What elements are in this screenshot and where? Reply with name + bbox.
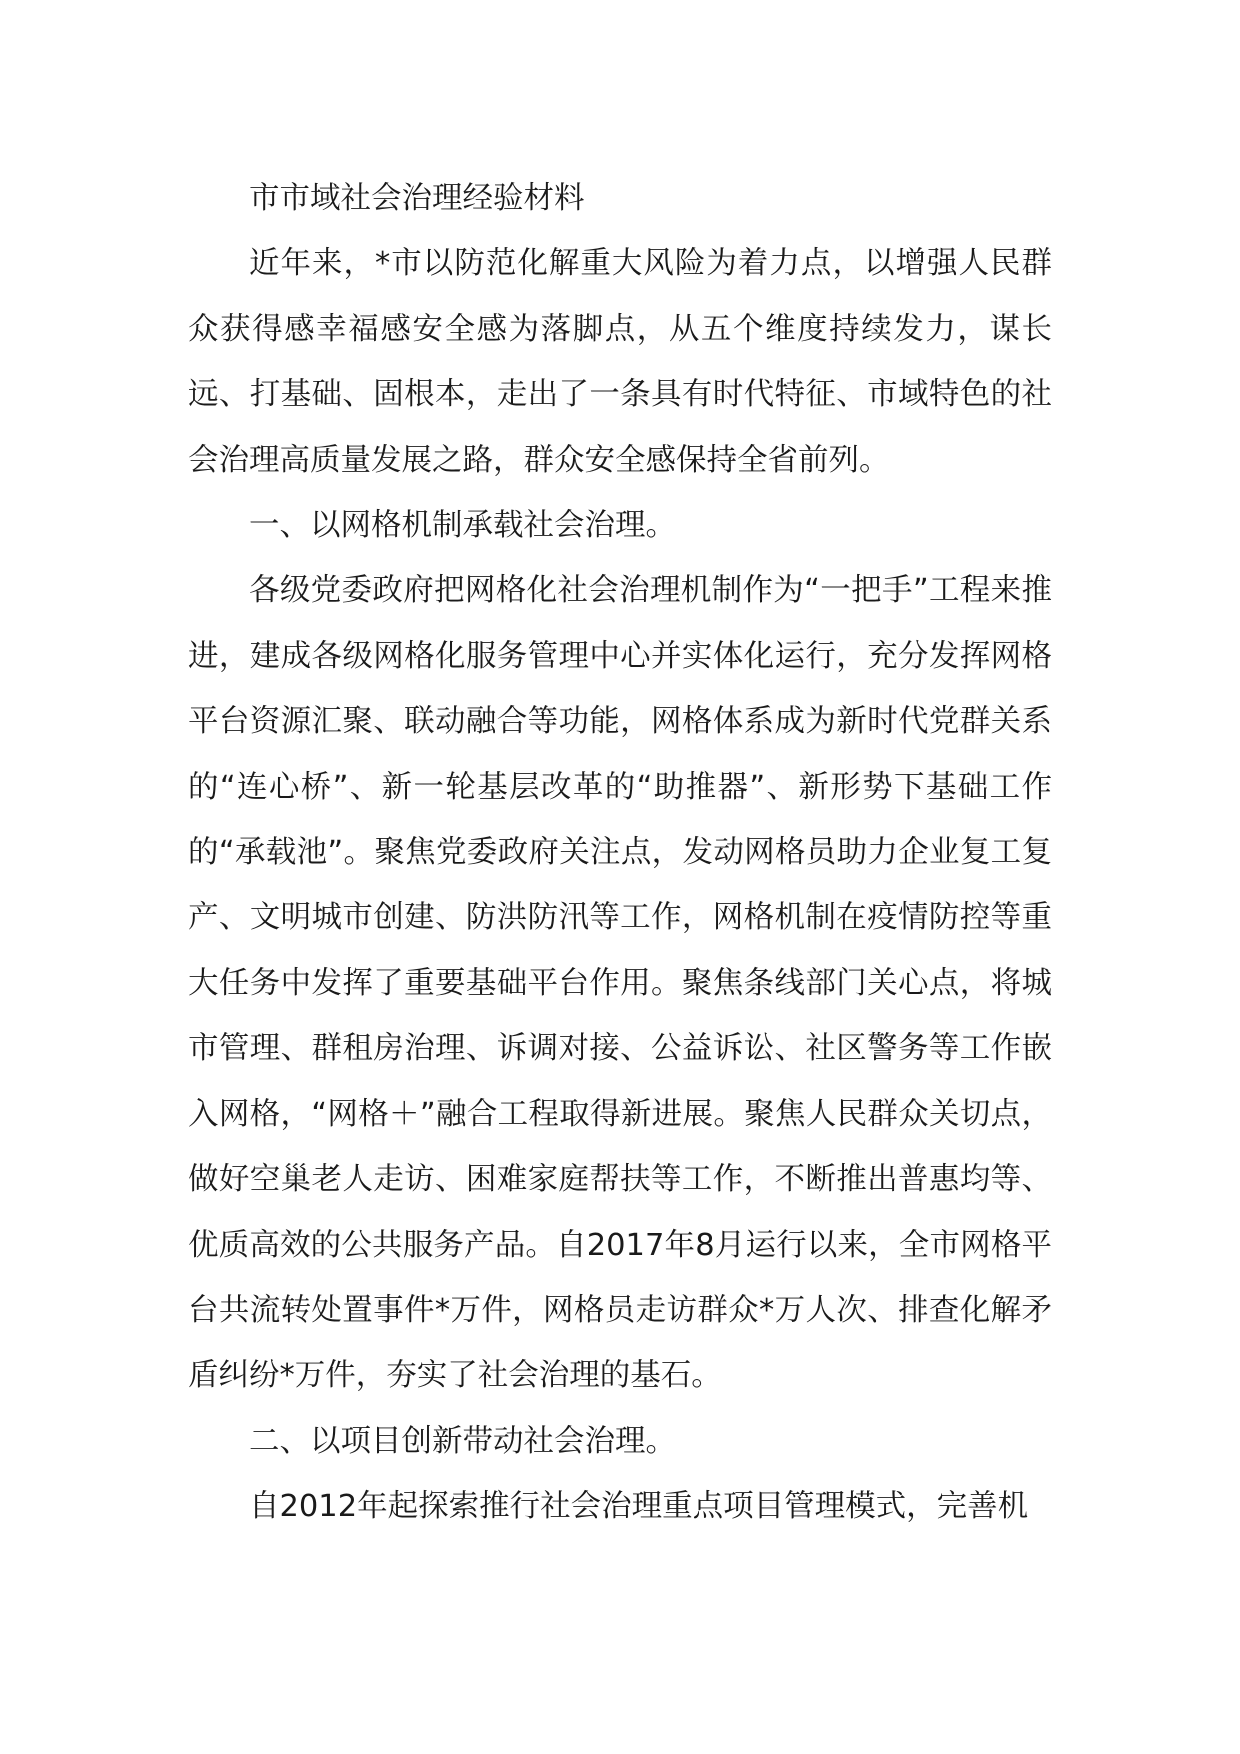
paragraph-section-1: 各级党委政府把网格化社会治理机制作为“一把手”工程来推进，建成各级网格化服务管理中心并实体化运行，充分发挥网格平台资源汇聚、联动融合等功能，网格体系成为新时代党群关系的“连心桥”、新一轮基层改革的“助推器”、新形势下基础工作的“承载池”。聚焦党委政府关注点，发动网格员助力企业复工复产、文明城市创建、防洪防汛等工作，网格机制在疫情防控等重大任务中发挥了重要基础平台作用。聚焦条线部门关心点，将城市管理、群租房治理、诉调对接、公益诉讼、社区警务等工作嵌入网格，“网格＋”融合工程取得新进展。聚焦人民群众关切点，做好空巢老人走访、困难家庭帮扶等工作，不断推出普惠均等、优质高效的公共服务产品。自2017年8月运行以来，全市网格平台共流转处置事件*万件，网格员走访群众*万人次、排查化解矛盾纠纷*万件，夯实了社会治理的基石。 (188, 573, 1052, 1394)
section-heading-1: 一、以网格机制承载社会治理。 (249, 508, 676, 544)
paragraph-intro: 近年来，*市以防范化解重大风险为着力点，以增强人民群众获得感幸福感安全感为落脚点，从五个维度持续发力，谋长远、打基础、固根本，走出了一条具有时代特征、市域特色的社会治理高质量发展之路，群众安全感保持全省前列。 (188, 246, 1052, 478)
paragraph-section-2: 自2012年起探索推行社会治理重点项目管理模式，完善机 (249, 1489, 1029, 1525)
document-page (188, 166, 1052, 1540)
section-heading-2: 二、以项目创新带动社会治理。 (249, 1423, 676, 1459)
document-title: 市市域社会治理经验材料 (249, 181, 585, 216)
